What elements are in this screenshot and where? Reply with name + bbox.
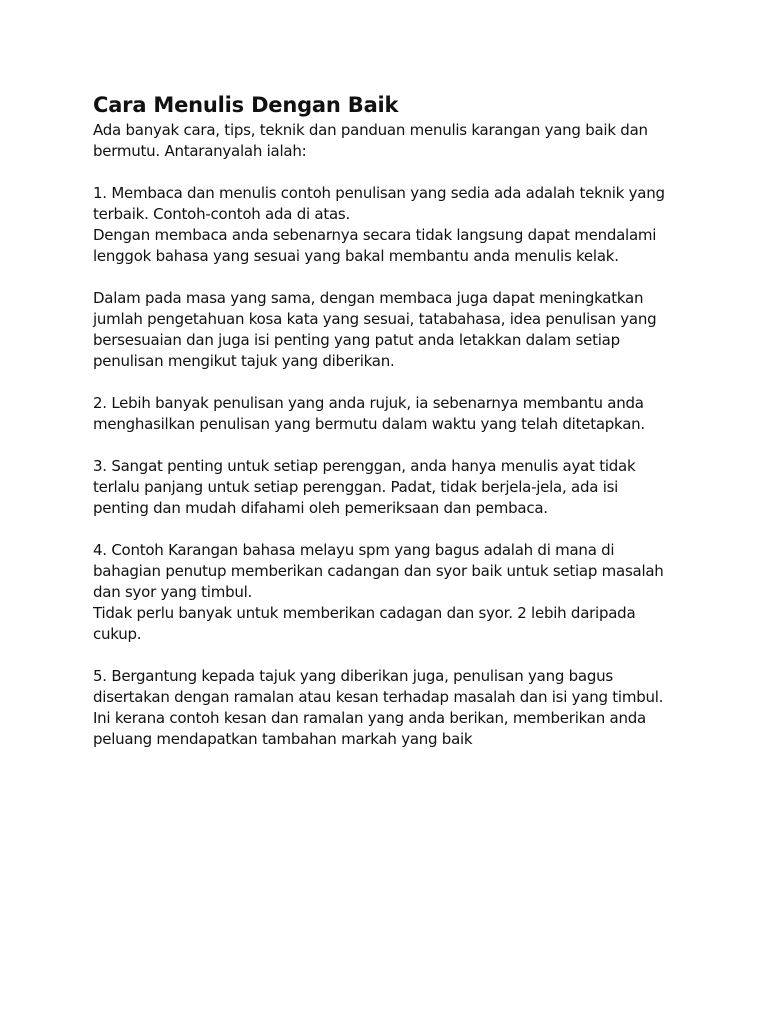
document-title: Cara Menulis Dengan Baik — [93, 93, 399, 117]
paragraph-point-2 — [93, 393, 693, 435]
text-line: Dengan membaca anda sebenarnya secara tidak langsung dapat mendalami — [93, 226, 657, 244]
text-line: 4. Contoh Karangan bahasa melayu spm yang bagus adalah di mana di — [93, 541, 615, 559]
text-line: 5. Bergantung kepada tajuk yang diberikan juga, penulisan yang bagus — [93, 667, 613, 685]
text-line: terlalu panjang untuk setiap perenggan. Padat, tidak berjela-jela, ada isi — [93, 478, 619, 496]
text-line: disertakan dengan ramalan atau kesan terhadap masalah dan isi yang timbul. — [93, 688, 664, 706]
text-line: Tidak perlu banyak untuk memberikan cadagan dan syor. 2 lebih daripada — [93, 604, 636, 622]
text-line: lenggok bahasa yang sesuai yang bakal membantu anda menulis kelak. — [93, 247, 619, 265]
text-line: penulisan mengikut tajuk yang diberikan. — [93, 352, 395, 370]
text-line: dan syor yang timbul. — [93, 583, 253, 601]
text-line: menghasilkan penulisan yang bermutu dalam waktu yang telah ditetapkan. — [93, 415, 645, 433]
text-line: bermutu. Antaranyalah ialah: — [93, 142, 307, 160]
text-line: peluang mendapatkan tambahan markah yang baik — [93, 730, 473, 748]
text-line: 3. Sangat penting untuk setiap perenggan, anda hanya menulis ayat tidak — [93, 457, 636, 475]
document-page — [93, 90, 693, 750]
paragraph-reading-benefits — [93, 288, 693, 372]
text-line: terbaik. Contoh-contoh ada di atas. — [93, 205, 351, 223]
paragraph-gap — [93, 372, 693, 393]
text-line: cukup. — [93, 625, 142, 643]
paragraph-point-4 — [93, 540, 693, 645]
paragraph-gap — [93, 645, 693, 666]
text-line: Ini kerana contoh kesan dan ramalan yang anda berikan, memberikan anda — [93, 709, 646, 727]
text-line: bersesuaian dan juga isi penting yang patut anda letakkan dalam setiap — [93, 331, 620, 349]
text-line: jumlah pengetahuan kosa kata yang sesuai, tatabahasa, idea penulisan yang — [93, 310, 657, 328]
text-line: 2. Lebih banyak penulisan yang anda rujuk, ia sebenarnya membantu anda — [93, 394, 644, 412]
text-line: penting dan mudah difahami oleh pemeriksaan dan pembaca. — [93, 499, 548, 517]
paragraph-gap — [93, 435, 693, 456]
paragraph-gap — [93, 162, 693, 183]
text-line: bahagian penutup memberikan cadangan dan syor baik untuk setiap masalah — [93, 562, 664, 580]
text-line: Dalam pada masa yang sama, dengan membaca juga dapat meningkatkan — [93, 289, 644, 307]
paragraph-point-5 — [93, 666, 693, 750]
paragraph-point-1 — [93, 183, 693, 267]
text-line: Ada banyak cara, tips, teknik dan panduan menulis karangan yang baik dan — [93, 121, 648, 139]
paragraph-point-3 — [93, 456, 693, 519]
paragraph-gap — [93, 519, 693, 540]
text-line: 1. Membaca dan menulis contoh penulisan yang sedia ada adalah teknik yang — [93, 184, 665, 202]
paragraph-gap — [93, 267, 693, 288]
paragraph-intro — [93, 120, 693, 162]
